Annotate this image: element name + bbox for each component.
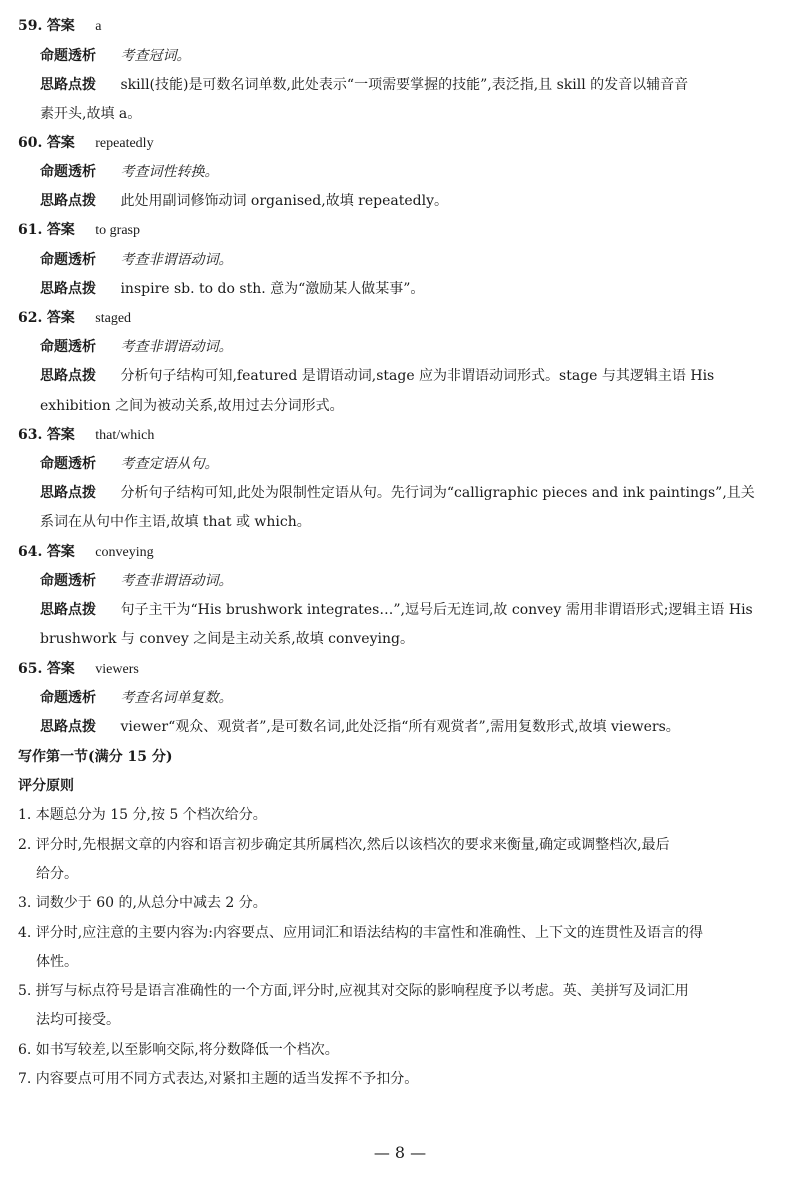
hint-text: 分析句子结构可知,featured 是谓语动词,stage 应为非谓语动词形式。stage 与其逻辑主语 His [120, 368, 715, 384]
answer-label: 答案 [46, 18, 75, 34]
writing-section-title: 写作第一节(满分 15 分) [18, 749, 173, 765]
answer-label: 答案 [46, 222, 75, 238]
hint-label: 思路点拨 [40, 602, 96, 618]
scoring-rule-4: 4. 评分时,应注意的主要内容为:内容要点、应用词汇和语法结构的丰富性和准确性、上下文的连贯性及语言的得 [18, 925, 703, 941]
scoring-rule-2: 2. 评分时,先根据文章的内容和语言初步确定其所属档次,然后以该档次的要求来衡量,确定或调整档次,最后 [18, 837, 670, 853]
hint-label: 思路点拨 [40, 281, 96, 297]
item-65-hint [40, 715, 782, 739]
scoring-principles-title: 评分原则 [18, 778, 74, 794]
analysis-text: 考查名词单复数。 [120, 690, 233, 706]
item-number: 65. [18, 661, 43, 677]
analysis-label: 命题透析 [40, 456, 96, 472]
answer-label: 答案 [46, 135, 75, 151]
scoring-rule-4-cont: 体性。 [36, 954, 78, 970]
item-59-analysis [40, 44, 782, 68]
analysis-text: 考查非谓语动词。 [120, 339, 233, 355]
item-61-hint [40, 277, 782, 301]
item-63-analysis [40, 452, 782, 476]
item-59-hint-cont: 素开头,故填 a。 [40, 106, 142, 122]
analysis-label: 命题透析 [40, 252, 96, 268]
answer-value: repeatedly [95, 136, 154, 151]
hint-label: 思路点拨 [40, 368, 96, 384]
item-number: 64. [18, 544, 43, 560]
answer-label: 答案 [46, 661, 75, 677]
item-60-hint [40, 189, 782, 213]
answer-value: viewers [95, 662, 139, 677]
item-61-analysis [40, 248, 782, 272]
item-62-hint [40, 364, 782, 388]
analysis-text: 考查定语从句。 [120, 456, 219, 472]
item-64-header [18, 540, 154, 564]
item-63-header [18, 423, 154, 447]
item-63-hint [40, 481, 782, 505]
item-59-hint [40, 73, 782, 97]
item-60-header [18, 131, 154, 155]
item-number: 61. [18, 222, 43, 238]
analysis-text: 考查冠词。 [120, 48, 191, 64]
analysis-label: 命题透析 [40, 164, 96, 180]
answer-value: to grasp [95, 223, 140, 238]
item-65-analysis [40, 686, 782, 710]
item-number: 59. [18, 18, 43, 34]
analysis-label: 命题透析 [40, 48, 96, 64]
answer-label: 答案 [46, 310, 75, 326]
hint-label: 思路点拨 [40, 719, 96, 735]
hint-label: 思路点拨 [40, 485, 96, 501]
scoring-rule-1: 1. 本题总分为 15 分,按 5 个档次给分。 [18, 807, 267, 823]
item-64-hint-cont: brushwork 与 convey 之间是主动关系,故填 conveying。 [40, 631, 414, 647]
item-65-header [18, 657, 139, 681]
scoring-rule-3: 3. 词数少于 60 的,从总分中减去 2 分。 [18, 895, 267, 911]
hint-text: 句子主干为“His brushwork integrates…”,逗号后无连词,故 convey 需用非谓语形式;逻辑主语 His [120, 602, 753, 618]
scoring-rule-6: 6. 如书写较差,以至影响交际,将分数降低一个档次。 [18, 1042, 339, 1058]
answer-label: 答案 [46, 544, 75, 560]
hint-text: viewer“观众、观赏者”,是可数名词,此处泛指“所有观赏者”,需用复数形式,故填 viewers。 [120, 719, 680, 735]
page-number: — 8 — [373, 1143, 427, 1162]
scoring-rule-7: 7. 内容要点可用不同方式表达,对紧扣主题的适当发挥不予扣分。 [18, 1071, 419, 1087]
hint-text: 此处用副词修饰动词 organised,故填 repeatedly。 [120, 193, 448, 209]
answer-value: that/which [95, 428, 155, 443]
item-64-analysis [40, 569, 782, 593]
answer-value: staged [95, 311, 132, 326]
item-61-header [18, 218, 140, 242]
item-60-analysis [40, 160, 782, 184]
answer-label: 答案 [46, 427, 75, 443]
item-number: 62. [18, 310, 43, 326]
analysis-text: 考查词性转换。 [120, 164, 219, 180]
hint-text: 分析句子结构可知,此处为限制性定语从句。先行词为“calligraphic pieces and ink paintings”,且关 [120, 485, 755, 501]
scoring-rule-5: 5. 拼写与标点符号是语言准确性的一个方面,评分时,应视其对交际的影响程度予以考虑。英、美拼写及词汇用 [18, 983, 689, 999]
item-number: 60. [18, 135, 43, 151]
item-63-hint-cont: 系词在从句中作主语,故填 that 或 which。 [40, 514, 311, 530]
item-59-header [18, 14, 101, 38]
item-62-analysis [40, 335, 782, 359]
hint-text: skill(技能)是可数名词单数,此处表示“一项需要掌握的技能”,表泛指,且 skill 的发音以辅音音 [120, 77, 689, 93]
hint-text: inspire sb. to do sth. 意为“激励某人做某事”。 [120, 281, 425, 297]
hint-label: 思路点拨 [40, 193, 96, 209]
hint-label: 思路点拨 [40, 77, 96, 93]
scoring-rule-5-cont: 法均可接受。 [36, 1012, 120, 1028]
analysis-label: 命题透析 [40, 339, 96, 355]
scoring-rule-2-cont: 给分。 [36, 866, 78, 882]
item-62-header [18, 306, 131, 330]
answer-value: a [95, 19, 102, 34]
answer-value: conveying [95, 545, 154, 560]
item-64-hint [40, 598, 782, 622]
analysis-text: 考查非谓语动词。 [120, 573, 233, 589]
item-62-hint-cont: exhibition 之间为被动关系,故用过去分词形式。 [40, 398, 344, 414]
analysis-label: 命题透析 [40, 573, 96, 589]
analysis-text: 考查非谓语动词。 [120, 252, 233, 268]
item-number: 63. [18, 427, 43, 443]
analysis-label: 命题透析 [40, 690, 96, 706]
